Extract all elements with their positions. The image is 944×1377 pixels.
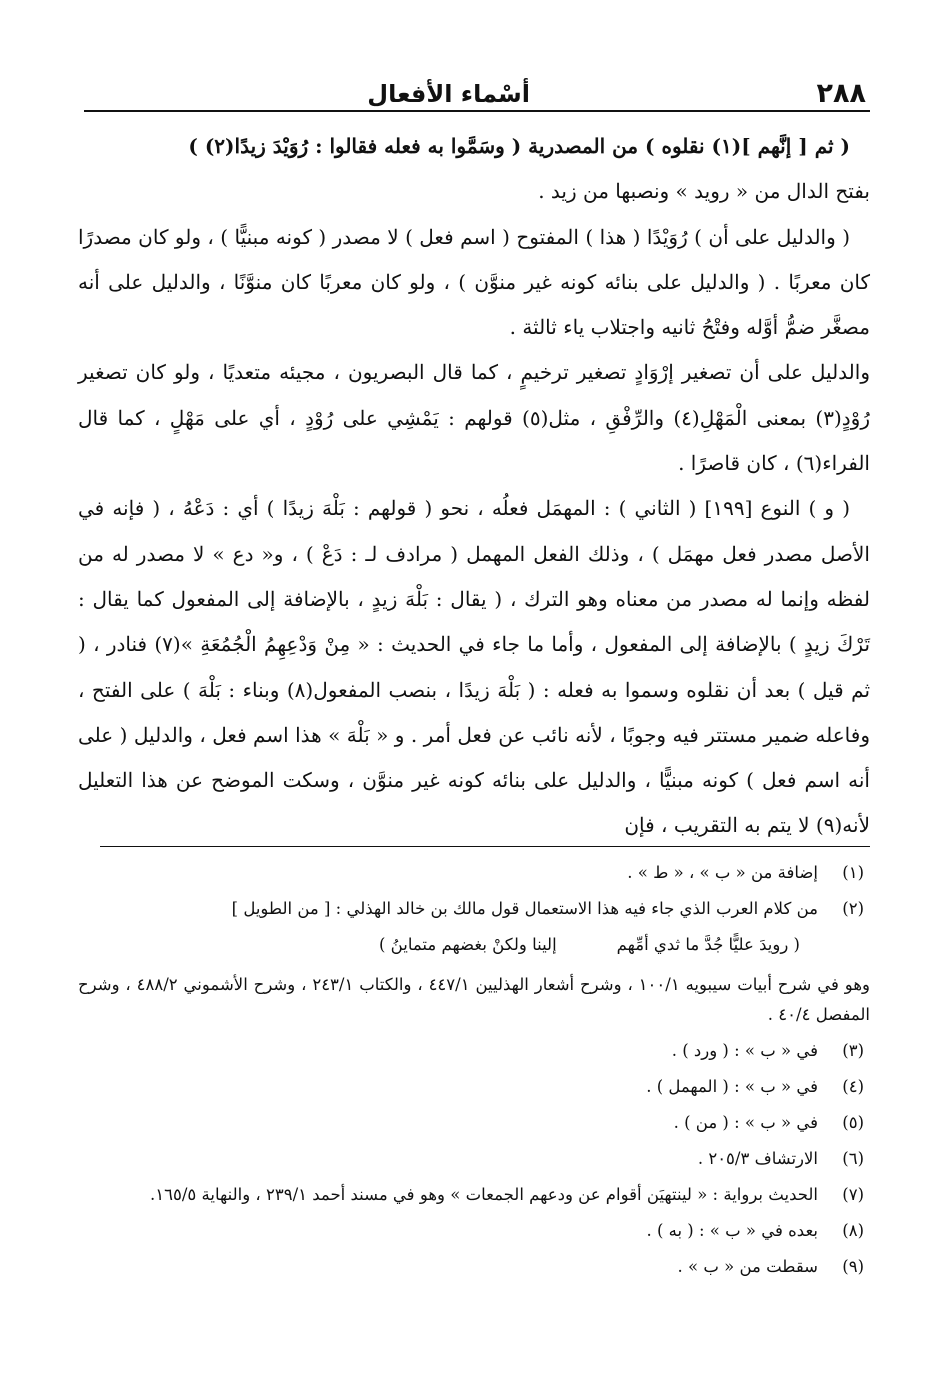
footnote [78, 1252, 870, 1282]
footnote-number: (٦) [842, 1149, 864, 1168]
verse-first-hemistich: ( رويدَ عليًّا جُدَّ ما ثدي أمِّهم [616, 935, 800, 954]
footnote-separator [100, 846, 870, 847]
footnote-text: سقطت من « ب » . [677, 1257, 818, 1276]
footnote [78, 858, 870, 888]
footnote [78, 894, 870, 924]
footnote-text: من كلام العرب الذي جاء فيه هذا الاستعمال قول مالك بن خالد الهذلي : [ من الطويل ] [231, 899, 818, 918]
footnote-number: (٤) [842, 1077, 864, 1096]
footnote [78, 1216, 870, 1246]
footnote-number: (٥) [842, 1113, 864, 1132]
footnote-number: (١) [842, 863, 864, 882]
paragraph: بفتح الدال من « رويد » ونصبها من زيد . [538, 179, 870, 204]
footnote [78, 1108, 870, 1138]
footnote-text: الارتشاف ٢٠٥/٣ . [697, 1149, 818, 1168]
poem-verse [78, 930, 870, 960]
paragraph: ( والدليل على أن ) رُوَيْدًا ( هذا ) المفتوح ( اسم فعل ) لا مصدر ( كونه مبنيًّا ) ، ولو كان مصدرًا كان معربًا . ( والدليل على بنائه كونه غير منوَّن ) ، ولو كان معربًا كان منوَّنًا ، والدليل على أنه مصغَّر ضمُّ أوَّله وفتْحُ ثانيه واجتلاب ياء ثالثة . [78, 224, 870, 340]
footnote [78, 1036, 870, 1066]
running-title: أسْماء الأفعال [367, 80, 530, 108]
footnote-number: (٧) [842, 1185, 864, 1204]
verse-second-hemistich: إلينا ولكنْ بغضهم متماينُ ) [379, 935, 557, 954]
footnote-text: الحديث برواية : « لينتهيَن أقوام عن ودعهم الجمعات » وهو في مسند أحمد ٢٣٩/١ ، والنهاية ١٦٥/٥. [150, 1185, 818, 1204]
paragraph: والدليل على أن تصغير إرْوَادٍ تصغير ترخيمٍ ، كما قال البصريون ، مجيئه متعديًا ، ولو كان تصغير رُوْدٍ(٣) بمعنى الْمَهْلِ(٤) والرِّفْقِ ، مثل(٥) قولهم : يَمْشِي على رُوْدٍ ، أي على مَهْلٍ ، كما قال الفراء(٦) ، كان قاصرًا . [78, 360, 870, 476]
footnote [78, 1180, 870, 1210]
footnote-text: في « ب » : ( المهمل ) . [646, 1077, 818, 1096]
footnote-text: في « ب » : ( ورد ) . [671, 1041, 818, 1060]
page-number: ٢٨٨ [816, 78, 866, 109]
main-text [78, 124, 870, 849]
footnote [78, 1072, 870, 1102]
footnote-number: (٣) [842, 1041, 864, 1060]
footnote-number: (٨) [842, 1221, 864, 1240]
footnote-text: في « ب » : ( من ) . [673, 1113, 818, 1132]
footnote-text: بعده في « ب » : ( به ) . [646, 1221, 818, 1240]
footnote [78, 1144, 870, 1174]
footnotes [78, 858, 870, 1288]
page-header [84, 74, 870, 112]
footnote-number: (٩) [842, 1257, 864, 1276]
paragraph: ( و ) النوع [١٩٩] ( الثاني ) : المهمَل فعلُه ، نحو ( قولهم : بَلْهَ زيدًا ) أي : دَعْهُ ، ( فإنه في الأصل مصدر فعل مهمَل ) ، وذلك الفعل المهمل ( مرادف لـ : دَعْ ) ، و« دع » لا مصدر له من لفظه وإنما له مصدر من معناه وهو الترك ، ( يقال : بَلْهَ زيدٍ ، بالإضافة إلى المفعول كما يقال : تَرْكَ زيدٍ ) بالإضافة إلى المفعول ، وأما ما جاء في الحديث : « مِنْ وَدْعِهِمُ الْجُمُعَةِ »(٧) فنادر ، ( ثم قيل ) بعد أن نقلوه وسموا به فعله : ( بَلْهَ زيدًا ، بنصب المفعول(٨) وبناء : بَلْهَ ) على الفتح ، وفاعله ضمير مستتر فيه وجوبًا ، لأنه نائب عن فعل أمر . و « بَلْهَ » هذا اسم فعل ، والدليل ( على أنه اسم فعل ) كونه مبنيًّا ، والدليل على بنائه كونه غير منوَّن ، وسكت الموضح عن هذا التعليل لأنه(٩) لا يتم به التقريب ، فإن [78, 496, 871, 838]
paragraph: ( ثم [ إنَّهم ](١) نقلوه ) من المصدرية ( وسَمَّوا به فعله فقالوا : رُوَيْدَ زيدًا(٢) ) [188, 134, 850, 158]
footnote-continuation: وهو في شرح أبيات سيبويه ١٠٠/١ ، وشرح أشعار الهذليين ٤٤٧/١ ، والكتاب ٢٤٣/١ ، وشرح الأشموني ٤٨٨/٢ ، وشرح المفصل ٤٠/٤ . [78, 975, 870, 1024]
footnote-number: (٢) [842, 899, 864, 918]
footnote-text: إضافة من « ب » ، « ط » . [627, 863, 818, 882]
